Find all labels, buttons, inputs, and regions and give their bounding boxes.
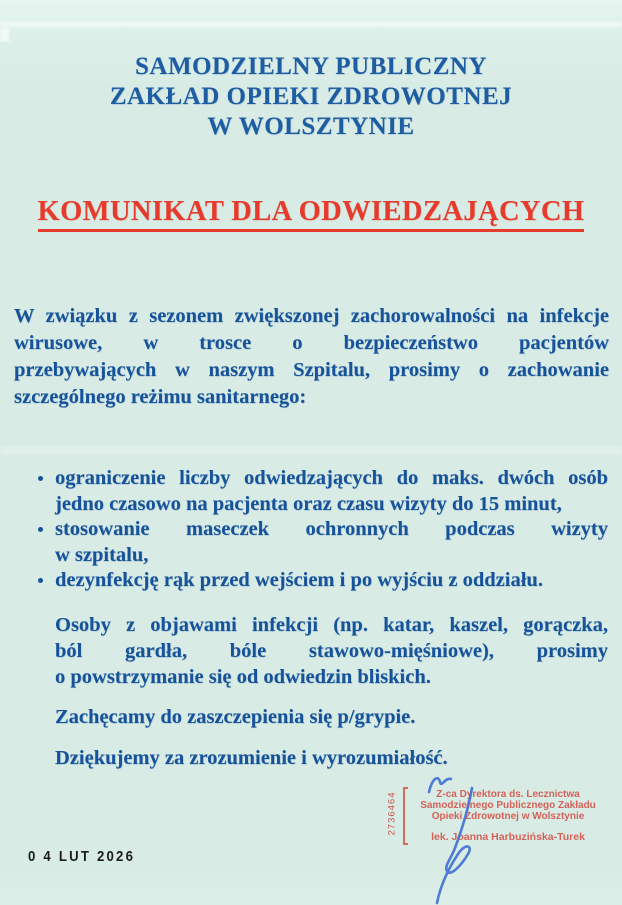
intro-line: wirusowe, w trosce o bezpieczeństwo pacjentów bbox=[14, 332, 609, 354]
intro-paragraph bbox=[14, 303, 609, 411]
stamp-bracket bbox=[403, 787, 405, 845]
intro-line: szczególnego reżimu sanitarnego: bbox=[14, 386, 307, 408]
scan-artifact-band bbox=[0, 446, 622, 454]
visitor-rules-list bbox=[36, 466, 608, 594]
thanks-note: Dziękujemy za zrozumienie i wyrozumiałość. bbox=[55, 747, 448, 769]
bullet-dot-icon bbox=[38, 578, 43, 583]
infection-symptoms-paragraph bbox=[55, 612, 608, 690]
page-title bbox=[0, 52, 622, 142]
bullet-dot-icon bbox=[38, 476, 43, 481]
signature-scribble bbox=[413, 766, 497, 905]
paragraph-line: Osoby z objawami infekcji (np. katar, kaszel, gorączka, bbox=[55, 614, 608, 636]
stamp-line: Samodzielnego Publicznego Zakładu bbox=[420, 800, 596, 811]
scan-artifact-notch bbox=[0, 28, 9, 42]
announcement-heading-row bbox=[0, 196, 622, 232]
vaccination-note: Zachęcamy do zaszczepienia się p/grypie. bbox=[55, 706, 416, 728]
title-line-3: W WOLSZTYNIE bbox=[207, 113, 415, 140]
intro-line: przebywających w naszym Szpitalu, prosimy o zachowanie bbox=[14, 359, 609, 381]
list-item bbox=[36, 517, 608, 568]
rule-text-line: dezynfekcję rąk przed wejściem i po wyjściu z oddziału. bbox=[55, 569, 543, 591]
scan-artifact-band bbox=[0, 22, 622, 27]
rule-text-line: stosowanie maseczek ochronnych podczas wizyty bbox=[55, 518, 608, 540]
stamp-number: 2736464 bbox=[386, 791, 398, 836]
bullet-dot-icon bbox=[38, 527, 43, 532]
stamp-line: Z-ca Dyrektora ds. Lecznictwa bbox=[436, 789, 580, 800]
title-line-2: ZAKŁAD OPIEKI ZDROWOTNEJ bbox=[109, 83, 513, 110]
rule-text-line: w szpitalu, bbox=[55, 543, 149, 566]
announcement-heading: KOMUNIKAT DLA ODWIEDZAJĄCYCH bbox=[38, 196, 585, 232]
date-stamp: 0 4 LUT 2026 bbox=[28, 848, 136, 865]
rule-text-line: jedno czasowo na pacjenta oraz czasu wizyty do 15 minut, bbox=[55, 492, 562, 515]
title-line-1: SAMODZIELNY PUBLICZNY bbox=[135, 53, 487, 80]
paragraph-line: ból gardła, bóle stawowo-mięśniowe), prosimy bbox=[55, 640, 608, 662]
stamp-line: Opieki Zdrowotnej w Wolsztynie bbox=[431, 811, 585, 822]
list-item bbox=[36, 568, 608, 594]
rule-text-line: ograniczenie liczby odwiedzających do maks. dwóch osób bbox=[55, 467, 608, 489]
intro-line: W związku z sezonem zwiększonej zachorowalności na infekcje bbox=[14, 305, 609, 327]
paragraph-line: o powstrzymanie się od odwiedzin bliskich. bbox=[55, 666, 431, 688]
stamp-signer-name: lek. Joanna Harbuzińska-Turek bbox=[431, 831, 585, 843]
list-item bbox=[36, 466, 608, 517]
